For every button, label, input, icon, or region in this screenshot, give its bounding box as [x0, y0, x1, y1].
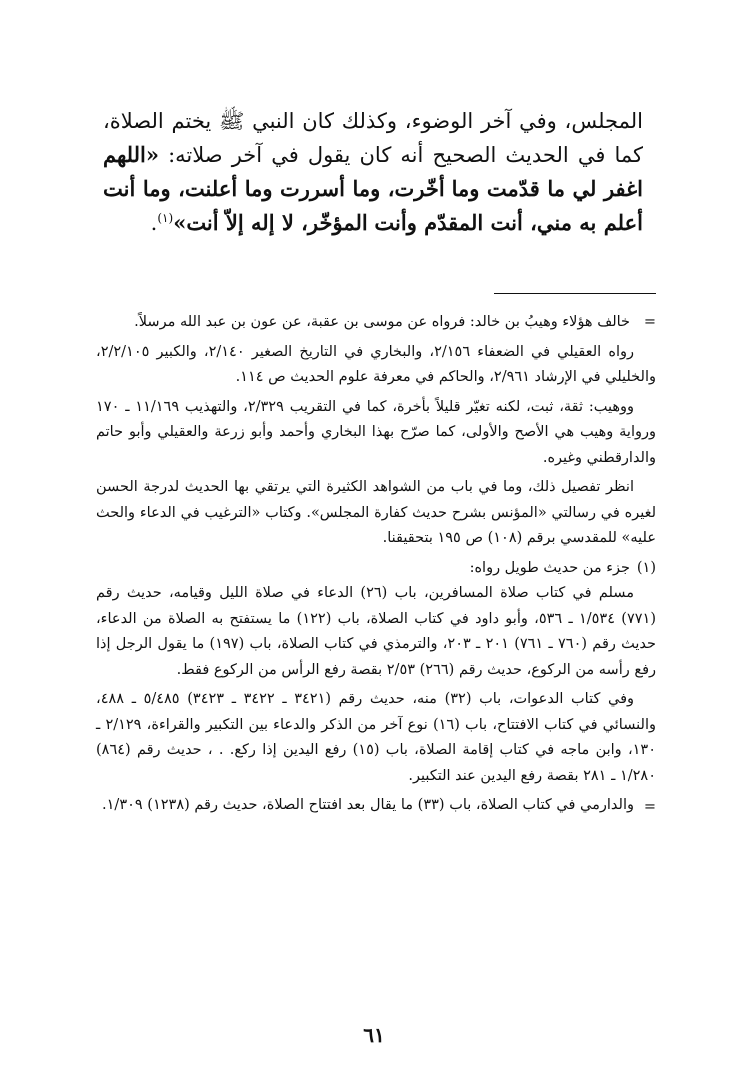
footnote-separator — [494, 293, 656, 294]
page-number: ٦١ — [363, 1023, 385, 1047]
footnote-paragraph-6: والدارمي في كتاب الصلاة، باب (٣٣) ما يقال بعد افتتاح الصلاة، حديث رقم (١٢٣٨) ١/٣٠٩. — [102, 797, 634, 813]
main-paragraph — [103, 104, 643, 240]
main-line-2: الحديث الصحيح أنه كان يقول في آخر صلاته: — [158, 143, 569, 167]
main-text — [103, 104, 643, 240]
footnote-1-heading: جزء من حديث طويل رواه: — [469, 559, 630, 576]
footnote-paragraph-2: ووهيب: ثقة، ثبت، لكنه تغيّر قليلاً بأخرة، كما في التقريب ٢/٣٢٩، والتهذيب ١١/١٦٩ ـ ١٧٠ ورواية وهيب هي الأصح والأولى، كما صرّح بهذا البخاري وأحمد وأبو زرعة والعقيلي وأبو حاتم والدارقطني وغيره. — [96, 398, 656, 466]
footnote-continuation — [96, 310, 656, 336]
footnote-1-number: (١) — [636, 559, 656, 576]
main-line-1: المجلس، وفي آخر الوضوء، وكذلك كان النبي ﷺ يختم الصلاة، كما في — [103, 109, 644, 167]
footnote-paragraph-1: رواه العقيلي في الضعفاء ٢/١٥٦، والبخاري في التاريخ الصغير ٢/١٤٠، والكبير ٢/٢/١٠٥، والخليلي في الإرشاد ٢/٩٦١، والحاكم في معرفة علوم الحديث ص ١١٤. — [96, 343, 656, 385]
footnote-paragraph-3: انظر تفصيل ذلك، وما في باب من الشواهد الكثيرة التي يرتقي بها الحديث لدرجة الحسن لغيره في رسالتي «المؤنس بشرح حديث كفارة المجلس». وكتاب «الترغيب في الدعاء والحث عليه» للمقدسي برقم (١٠٨) ص ١٩٥ بتحقيقنا. — [96, 479, 656, 546]
footnote-reference: (١) — [157, 211, 174, 225]
sentence-end: . — [150, 211, 158, 235]
footnote-1 — [96, 556, 656, 582]
continuation-mark: = — [643, 314, 656, 330]
footnotes — [96, 310, 656, 820]
continuation-text: خالف هؤلاء وهيبُ بن خالد: فرواه عن موسى بن عقبة، عن عون بن عبد الله مرسلاً. — [134, 314, 630, 330]
footnote-paragraph-5: وفي كتاب الدعوات، باب (٣٢) منه، حديث رقم (٣٤٢١ ـ ٣٤٢٢ ـ ٣٤٢٣) ٥/٤٨٥ ـ ٤٨٨، والنسائي في كتاب الافتتاح، باب (١٦) نوع آخر من الذكر والدعاء بين التكبير والقراءة، ٢/١٢٩ ـ ١٣٠، وابن ماجه في كتاب إقامة الصلاة، باب (١٥) رفع اليدين إذا ركع. . ، حديث رقم (٨٦٤) ١/٢٨٠ ـ ٢٨١ بقصة رفع اليدين عند التكبير. — [96, 691, 656, 784]
footnote-paragraph-4: مسلم في كتاب صلاة المسافرين، باب (٢٦) الدعاء في صلاة الليل وقيامه، حديث رقم (٧٧١) ١/٥٣٤ ـ ٥٣٦، وأبو داود في كتاب الصلاة، باب (١٢٢) ما يستفتح به الصلاة من الدعاء، حديث رقم (٧٦٠ ـ ٧٦١) ٢٠١ ـ ٢٠٣، والترمذي في كتاب الصلاة، باب (١٩٧) ما يقول الرجل إذا رفع رأسه من الركوع، حديث رقم (٢٦٦) ٢/٥٣ بقصة رفع الرأس من الركوع فقط. — [96, 585, 656, 678]
quote-middle: أخّرت، وما أسررت وما أعلنت، وما أنت أعلم به مني، أنت المقدّم وأنت — [103, 176, 643, 235]
quote-start: «اللهم اغفر لي ما قدّمت وما — [103, 142, 643, 201]
quote-end: المؤخّر، لا إله إلاّ أنت» — [173, 210, 368, 235]
continues-mark: = — [643, 798, 656, 815]
